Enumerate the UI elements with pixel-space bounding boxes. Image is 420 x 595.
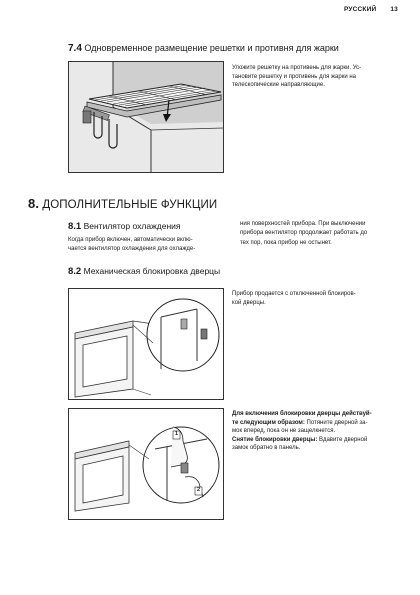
unlock-heading: Снятие блокировки дверцы: (232, 436, 318, 443)
lock-text: Потяните дверной за- (306, 419, 368, 426)
text-line: Когда прибор включен, автоматически вклю- (68, 237, 193, 243)
header-language: РУССКИЙ (343, 6, 377, 13)
text-line: прибора вентилятор продолжает работать до (240, 230, 368, 237)
text-line: ния поверхностей прибора. При выключении (240, 221, 366, 227)
section-8-2-heading (68, 266, 220, 277)
figure-label-2: 2 (196, 487, 201, 493)
section-8-heading (28, 196, 217, 211)
section-8-1-text-right (240, 220, 367, 248)
unlock-line (232, 436, 400, 445)
section-8-2-lock-instructions (232, 410, 400, 453)
section-7-4-instructions (232, 64, 361, 90)
section-number: 8.2 (68, 266, 82, 277)
section-title: Вентилятор охлаждения (83, 221, 181, 231)
oven-drawing (69, 289, 223, 399)
text-line: чается вентилятор охлаждения для охлажде- (68, 246, 196, 253)
section-8-2-note (232, 290, 356, 307)
section-8-1-text-left (68, 236, 195, 255)
lock-heading-line: те следующим образом: (232, 419, 305, 426)
section-title: Механическая блокировка дверцы (83, 266, 221, 276)
instruction-line: Уложите решетку на противень для жарки. Ус- (232, 65, 362, 71)
note-line: кой дверцы. (232, 299, 266, 306)
lock-text: мок вперед, пока он не защелкнется. (232, 428, 336, 435)
rack-tray-drawing (69, 62, 223, 172)
section-number: 8.1 (68, 221, 82, 232)
section-7-4-heading (68, 43, 339, 54)
unlock-text: замок обратно в панель. (232, 445, 301, 452)
unlock-text: Вдавите дверной (319, 436, 368, 443)
lock-heading-line: Для включения блокировки дверцы действуй- (232, 411, 372, 417)
section-8-1-heading (68, 221, 181, 232)
page-header (344, 6, 398, 13)
oven-door-lock-off-illustration (68, 288, 224, 400)
section-title: ДОПОЛНИТЕЛЬНЫЕ ФУНКЦИИ (42, 199, 218, 211)
instruction-line: тановите решетку и противень для жарки на (232, 73, 356, 80)
section-title: Одновременное размещение решетки и противня для жарки (84, 43, 339, 53)
rack-tray-illustration (68, 61, 224, 173)
instruction-line: телескопические направляющие. (232, 82, 325, 89)
page-number: 13 (390, 6, 398, 13)
section-number: 8. (28, 196, 40, 211)
section-number: 7.4 (68, 43, 82, 54)
note-line: Прибор продается с отключенной блокиров- (232, 291, 356, 297)
oven-lock-drawing (69, 409, 223, 519)
figure-label-1: 1 (174, 431, 179, 437)
text-line: тех пор, пока прибор не остынет. (240, 239, 332, 246)
oven-door-lock-on-illustration (68, 408, 224, 520)
lock-line (232, 419, 400, 428)
